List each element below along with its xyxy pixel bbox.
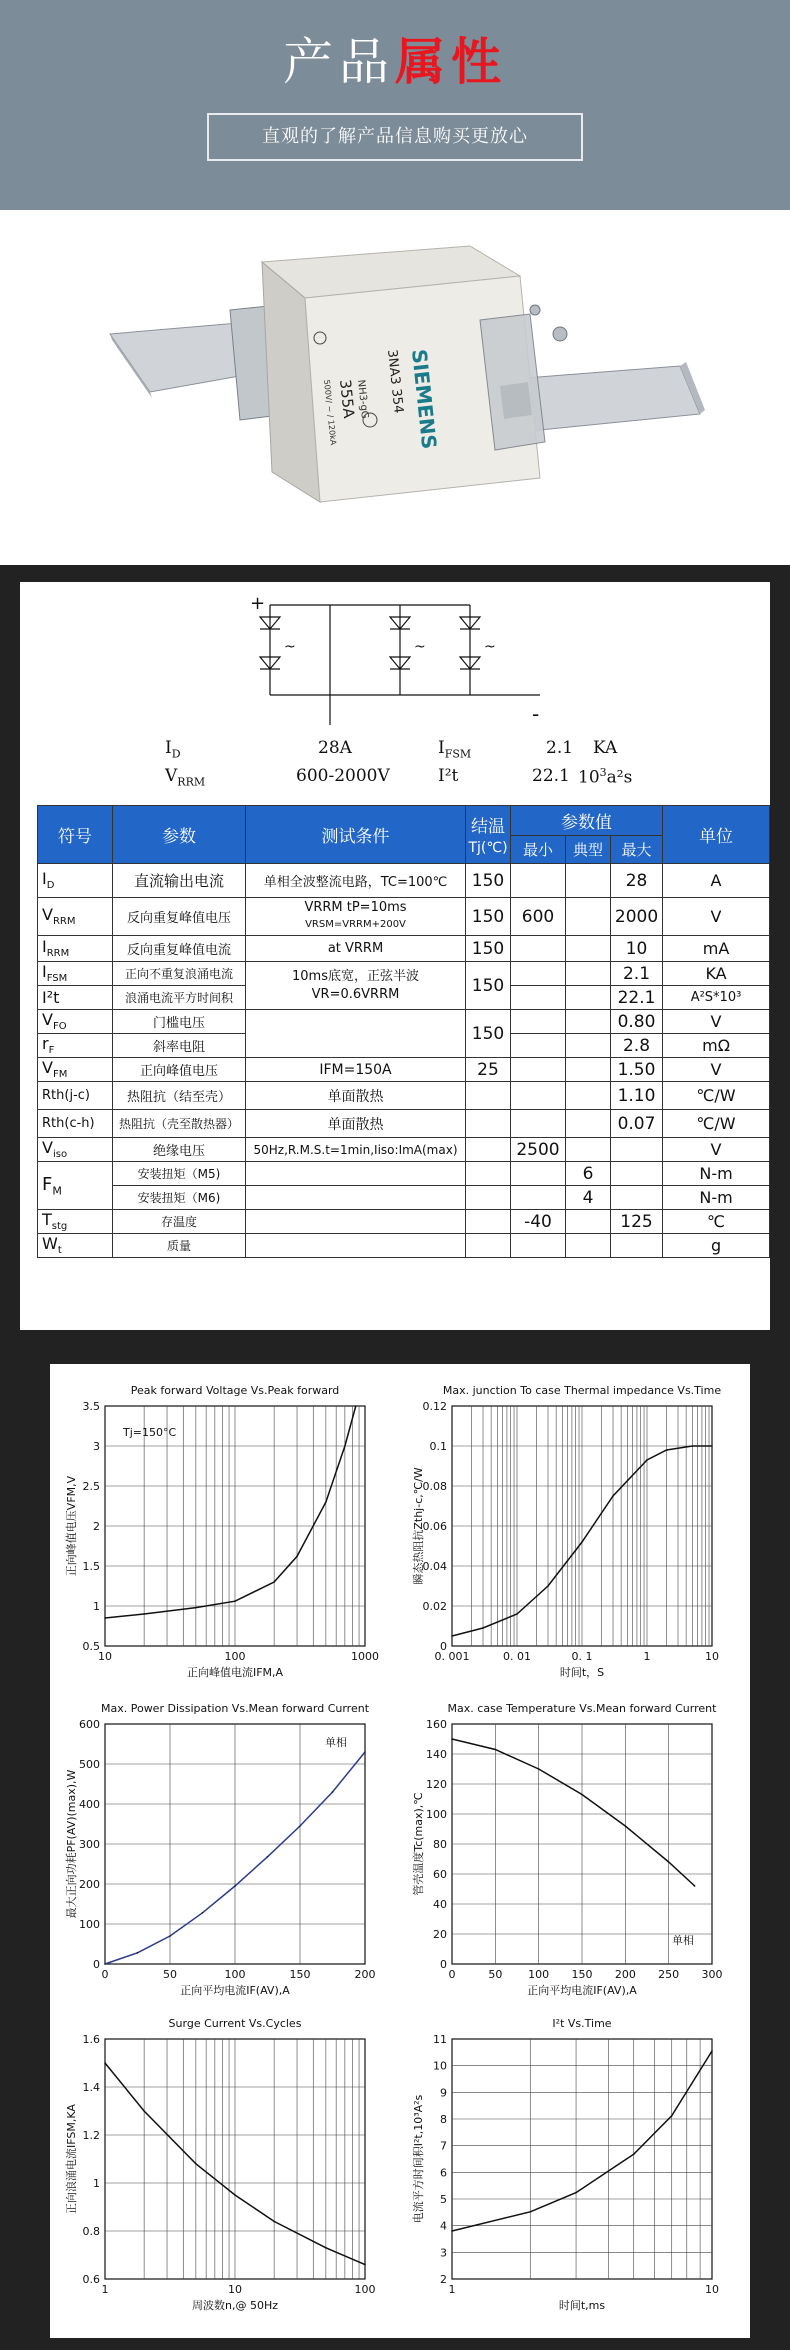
data-point bbox=[529, 2211, 531, 2213]
data-point bbox=[234, 1600, 236, 1602]
x-tick-label: 150 bbox=[571, 1968, 593, 1981]
x-tick-label: 10 bbox=[705, 2283, 719, 2296]
data-point bbox=[538, 1768, 540, 1770]
y-tick-label: 0.12 bbox=[422, 1400, 447, 1413]
table-row: $V_{iso}$ 绝缘电压 50Hz,R.M.S.t=1min,Iiso:ImA(max) 2500 V bbox=[38, 1138, 770, 1162]
data-point bbox=[267, 1856, 269, 1858]
table-row: $I_{FSM}$ 正向不重复浪涌电流 10ms底宽，正弦半波 VR=0.6VRRM 150 2.1 KA bbox=[38, 962, 770, 986]
series-line bbox=[452, 1739, 695, 1886]
y-tick-label: 3.5 bbox=[82, 1400, 100, 1413]
spec-table bbox=[37, 805, 770, 1258]
y-tick-label: 7 bbox=[440, 2139, 447, 2153]
circuit-minus: - bbox=[532, 702, 540, 726]
circuit-ac-3: ~ bbox=[484, 639, 496, 655]
data-point bbox=[325, 1501, 327, 1503]
y-tick-label: 9 bbox=[440, 2086, 447, 2100]
x-tick-label: 100 bbox=[528, 1968, 550, 1981]
data-point bbox=[575, 2192, 577, 2194]
data-point bbox=[355, 1405, 357, 1407]
chart-4 bbox=[412, 1690, 742, 2000]
data-point bbox=[273, 2221, 275, 2223]
chart-title: I²t Vs.Time bbox=[552, 2017, 612, 2030]
data-point bbox=[692, 1445, 694, 1447]
data-point bbox=[202, 1912, 204, 1914]
data-point bbox=[666, 1449, 668, 1451]
x-axis-label: 时间t,ms bbox=[558, 2299, 606, 2312]
y-tick-label: 2 bbox=[440, 2273, 447, 2286]
circuit-ac-2: ~ bbox=[414, 639, 426, 655]
data-point bbox=[516, 1613, 518, 1615]
x-tick-label: 1 bbox=[448, 2283, 456, 2296]
y-tick-label: 1 bbox=[93, 1600, 100, 1613]
table-row: $V_{RRM}$ 反向重复峰值电压 VRRM tP=10ms VRSM=VRRM+200V 150 600 2000 V bbox=[38, 898, 770, 936]
fuse-illustration bbox=[0, 210, 790, 565]
y-tick-label: 0.02 bbox=[422, 1600, 447, 1613]
summary-vrrm-symbol: $V_{RRM}$ bbox=[165, 766, 206, 789]
x-tick-label: 0. 1 bbox=[571, 1650, 593, 1663]
data-point bbox=[234, 2194, 236, 2196]
x-axis-label: 周波数n,@ 50Hz bbox=[191, 2299, 279, 2312]
data-point bbox=[299, 1825, 301, 1827]
y-tick-label: 5 bbox=[440, 2193, 447, 2206]
data-point bbox=[104, 1617, 106, 1619]
data-point bbox=[451, 1738, 453, 1740]
data-point bbox=[104, 2062, 106, 2064]
fuse-voltage: 500V/ ~ / 120kA bbox=[322, 379, 338, 446]
data-point bbox=[646, 1459, 648, 1461]
y-tick-label: 3 bbox=[93, 1440, 100, 1453]
x-tick-label: 300 bbox=[701, 1968, 723, 1981]
product-image-area bbox=[0, 210, 790, 565]
series-label: 单相 bbox=[325, 1736, 347, 1749]
series-label: 单相 bbox=[672, 1934, 694, 1947]
table-row: $r_F$ 斜率电阻 2.8 mΩ bbox=[38, 1034, 770, 1058]
bridge-circuit-diagram bbox=[250, 595, 570, 735]
x-axis-label: 时间t，S bbox=[559, 1666, 605, 1679]
data-point bbox=[364, 1751, 366, 1753]
y-tick-label: 20 bbox=[433, 1928, 447, 1941]
y-axis-label: 电流平方时间积I²t,10³A²s bbox=[412, 2094, 425, 2224]
header-max: 最大 bbox=[611, 836, 663, 864]
header-min: 最小 bbox=[511, 836, 566, 864]
y-axis-label: 管壳温度Tc(max),℃ bbox=[412, 1792, 425, 1896]
data-point bbox=[325, 2247, 327, 2249]
data-point bbox=[581, 1794, 583, 1796]
x-tick-label: 200 bbox=[354, 1968, 376, 1981]
y-tick-label: 1.2 bbox=[82, 2129, 100, 2142]
y-tick-label: 120 bbox=[426, 1778, 447, 1791]
table-row: 安装扭矩（M6) 4 N-m bbox=[38, 1186, 770, 1210]
y-tick-label: 0 bbox=[440, 1640, 447, 1653]
gridlines bbox=[105, 1406, 365, 1646]
y-axis-label: 瞬态热阻抗Zthj-c,℃/W bbox=[412, 1467, 425, 1585]
data-point bbox=[612, 1495, 614, 1497]
summary-ifsm-value: 2.1 bbox=[546, 738, 574, 758]
y-axis-label: 正向峰值电压VFM,V bbox=[65, 1475, 78, 1577]
x-tick-label: 0. 01 bbox=[503, 1650, 531, 1663]
x-axis-label: 正向峰值电流IFM,A bbox=[186, 1666, 284, 1679]
y-tick-label: 1.4 bbox=[82, 2081, 100, 2094]
fuse-type: NH3-gG bbox=[355, 379, 371, 420]
y-tick-label: 500 bbox=[79, 1758, 100, 1771]
y-tick-label: 600 bbox=[79, 1718, 100, 1731]
summary-ifsm-unit: KA bbox=[593, 738, 618, 758]
data-point bbox=[332, 1791, 334, 1793]
y-tick-label: 2 bbox=[93, 1520, 100, 1533]
table-row: Rth(j-c) 热阻抗（结至壳） 单面散热 1.10 ℃/W bbox=[38, 1082, 770, 1110]
table-row: $W_t$ 质量 g bbox=[38, 1234, 770, 1258]
data-point bbox=[668, 1861, 670, 1863]
page-title bbox=[0, 22, 790, 94]
gridlines bbox=[105, 1724, 365, 1964]
x-tick-label: 10 bbox=[705, 1650, 719, 1663]
data-point bbox=[671, 2115, 673, 2117]
data-point bbox=[451, 1635, 453, 1637]
y-tick-label: 0.04 bbox=[422, 1560, 447, 1573]
data-point bbox=[547, 1585, 549, 1587]
y-tick-label: 80 bbox=[433, 1838, 447, 1851]
title-plain: 产品 bbox=[283, 33, 395, 91]
chart-title: Max. Power Dissipation Vs.Mean forward Current bbox=[100, 1702, 370, 1715]
title-highlight: 属性 bbox=[395, 33, 507, 91]
data-point bbox=[344, 1445, 346, 1447]
circuit-plus: + bbox=[250, 595, 266, 614]
table-row: I²t 浪涌电流平方时间积 22.1 A²S*10³ bbox=[38, 986, 770, 1010]
y-tick-label: 200 bbox=[79, 1878, 100, 1891]
x-axis-label: 正向平均电流IF(AV),A bbox=[180, 1984, 290, 1997]
plot-frame bbox=[452, 2039, 712, 2279]
data-point bbox=[104, 1963, 106, 1965]
data-point bbox=[137, 1952, 139, 1954]
y-tick-label: 0.06 bbox=[422, 1520, 447, 1533]
y-axis-label: 正向浪涌电流IFSM,KA bbox=[65, 2104, 78, 2214]
data-point bbox=[711, 2050, 713, 2052]
summary-i2t-symbol: I²t bbox=[438, 766, 459, 786]
y-tick-label: 6 bbox=[440, 2166, 447, 2180]
data-point bbox=[581, 1541, 583, 1543]
summary-ifsm-symbol: $I_{FSM}$ bbox=[438, 738, 472, 761]
y-tick-label: 0.8 bbox=[82, 2225, 100, 2238]
x-tick-label: 100 bbox=[354, 2283, 376, 2296]
header-symbol: 符号 bbox=[38, 806, 113, 864]
x-axis-label: 正向平均电流IF(AV),A bbox=[527, 1984, 637, 1997]
x-tick-label: 10 bbox=[98, 1650, 112, 1663]
chart-title: Surge Current Vs.Cycles bbox=[168, 2017, 302, 2030]
x-tick-label: 1 bbox=[101, 2283, 109, 2296]
y-tick-label: 100 bbox=[79, 1918, 100, 1931]
y-tick-label: 10 bbox=[433, 2059, 447, 2073]
data-point bbox=[195, 1607, 197, 1609]
header-unit: 单位 bbox=[663, 806, 770, 864]
header-tj: 结温 Tj(℃) bbox=[466, 806, 511, 864]
data-point bbox=[143, 2110, 145, 2112]
y-tick-label: 300 bbox=[79, 1838, 100, 1851]
y-tick-label: 11 bbox=[433, 2033, 447, 2046]
y-tick-label: 0.08 bbox=[422, 1480, 447, 1493]
x-tick-label: 100 bbox=[224, 1650, 246, 1663]
x-tick-label: 200 bbox=[614, 1968, 636, 1981]
gridlines bbox=[105, 2039, 365, 2279]
data-point bbox=[364, 2264, 366, 2266]
table-row: $F_M$ 安装扭矩（M5) 6 N-m bbox=[38, 1162, 770, 1186]
data-point bbox=[625, 1825, 627, 1827]
summary-vrrm-value: 600-2000V bbox=[296, 766, 390, 786]
x-tick-label: 100 bbox=[224, 1968, 246, 1981]
chart-5 bbox=[65, 2005, 395, 2315]
y-axis-label: 最大正向功耗PF(AV)(max),W bbox=[65, 1769, 78, 1919]
data-point bbox=[296, 1556, 298, 1558]
y-tick-label: 0.6 bbox=[82, 2273, 100, 2286]
y-tick-label: 160 bbox=[426, 1718, 447, 1731]
data-point bbox=[451, 2230, 453, 2232]
fuse-model: 3NA3 354 bbox=[384, 348, 406, 415]
chart-6 bbox=[412, 2005, 742, 2315]
subtitle-box: 直观的了解产品信息购买更放心 bbox=[207, 113, 583, 161]
y-tick-label: 60 bbox=[433, 1868, 447, 1881]
table-row: $V_{FM}$ 正向峰值电压 IFM=150A 25 1.50 V bbox=[38, 1058, 770, 1082]
data-point bbox=[482, 1627, 484, 1629]
table-row: $I_D$ 直流输出电流 单相全波整流电路，TC=100℃ 150 28 A bbox=[38, 864, 770, 898]
circuit-ac-1: ~ bbox=[284, 639, 296, 655]
summary-id-value: 28A bbox=[318, 738, 352, 758]
y-tick-label: 2.5 bbox=[82, 1480, 100, 1493]
gridlines bbox=[452, 2039, 712, 2279]
header-param: 参数 bbox=[113, 806, 246, 864]
chart-annotation: Tj=150°C bbox=[123, 1426, 177, 1439]
y-tick-label: 0 bbox=[440, 1958, 447, 1971]
data-point bbox=[273, 1581, 275, 1583]
chart-3 bbox=[65, 1690, 395, 2000]
x-tick-label: 0 bbox=[101, 1968, 109, 1981]
x-tick-label: 10 bbox=[228, 2283, 242, 2296]
series-line bbox=[452, 2051, 712, 2231]
chart-title: Max. case Temperature Vs.Mean forward Current bbox=[447, 1702, 717, 1715]
x-tick-label: 0 bbox=[448, 1968, 456, 1981]
y-tick-label: 400 bbox=[79, 1798, 100, 1811]
data-point bbox=[195, 2163, 197, 2165]
table-row: $V_{FO}$ 门槛电压 150 0.80 V bbox=[38, 1010, 770, 1034]
data-point bbox=[169, 1935, 171, 1937]
data-point bbox=[234, 1885, 236, 1887]
chart-1 bbox=[65, 1372, 395, 1682]
y-tick-label: 0 bbox=[93, 1958, 100, 1971]
y-tick-label: 1.5 bbox=[82, 1560, 100, 1573]
x-tick-label: 0. 001 bbox=[434, 1650, 470, 1663]
chart-title: Max. junction To case Thermal impedance Vs.Time bbox=[442, 1384, 722, 1397]
data-point bbox=[694, 1885, 696, 1887]
x-tick-label: 50 bbox=[488, 1968, 503, 1981]
x-tick-label: 1000 bbox=[351, 1650, 379, 1663]
y-tick-label: 8 bbox=[440, 2113, 447, 2126]
table-row: $I_{RRM}$ 反向重复峰值电流 at VRRM 150 10 mA bbox=[38, 936, 770, 962]
header-cond: 测试条件 bbox=[246, 806, 466, 864]
data-point bbox=[633, 2153, 635, 2155]
data-point bbox=[495, 1749, 497, 1751]
chart-title: Peak forward Voltage Vs.Peak forward bbox=[130, 1384, 340, 1397]
x-tick-label: 250 bbox=[658, 1968, 680, 1981]
y-tick-label: 1 bbox=[93, 2177, 100, 2190]
gridlines bbox=[452, 1724, 712, 1964]
chart-2 bbox=[412, 1372, 742, 1682]
summary-i2t-value: 22.1 bbox=[532, 766, 570, 786]
y-tick-label: 0.5 bbox=[82, 1640, 100, 1653]
fuse-brand: SIEMENS bbox=[407, 348, 442, 451]
summary-id-symbol: $I_D$ bbox=[165, 738, 181, 761]
header-values: 参数值 bbox=[511, 806, 663, 836]
y-tick-label: 4 bbox=[440, 2219, 447, 2233]
fuse-current: 355A bbox=[336, 378, 358, 420]
x-tick-label: 150 bbox=[289, 1968, 311, 1981]
y-tick-label: 3 bbox=[440, 2246, 447, 2260]
y-tick-label: 40 bbox=[433, 1898, 447, 1911]
table-row: $T_{stg}$ 存温度 -40 125 ℃ bbox=[38, 1210, 770, 1234]
data-point bbox=[143, 1613, 145, 1615]
x-tick-label: 1 bbox=[643, 1650, 651, 1663]
header-typ: 典型 bbox=[566, 836, 611, 864]
x-tick-label: 50 bbox=[163, 1968, 177, 1981]
y-tick-label: 1.6 bbox=[82, 2033, 100, 2046]
y-tick-label: 100 bbox=[426, 1808, 447, 1821]
data-point bbox=[711, 1445, 713, 1447]
table-row: Rth(c-h) 热阻抗（壳至散热器） 单面散热 0.07 ℃/W bbox=[38, 1110, 770, 1138]
gridlines bbox=[452, 1406, 712, 1646]
summary-i2t-unit: $10^3a^2s$ bbox=[578, 766, 633, 788]
y-tick-label: 140 bbox=[426, 1748, 447, 1761]
y-tick-label: 0.1 bbox=[429, 1440, 447, 1453]
